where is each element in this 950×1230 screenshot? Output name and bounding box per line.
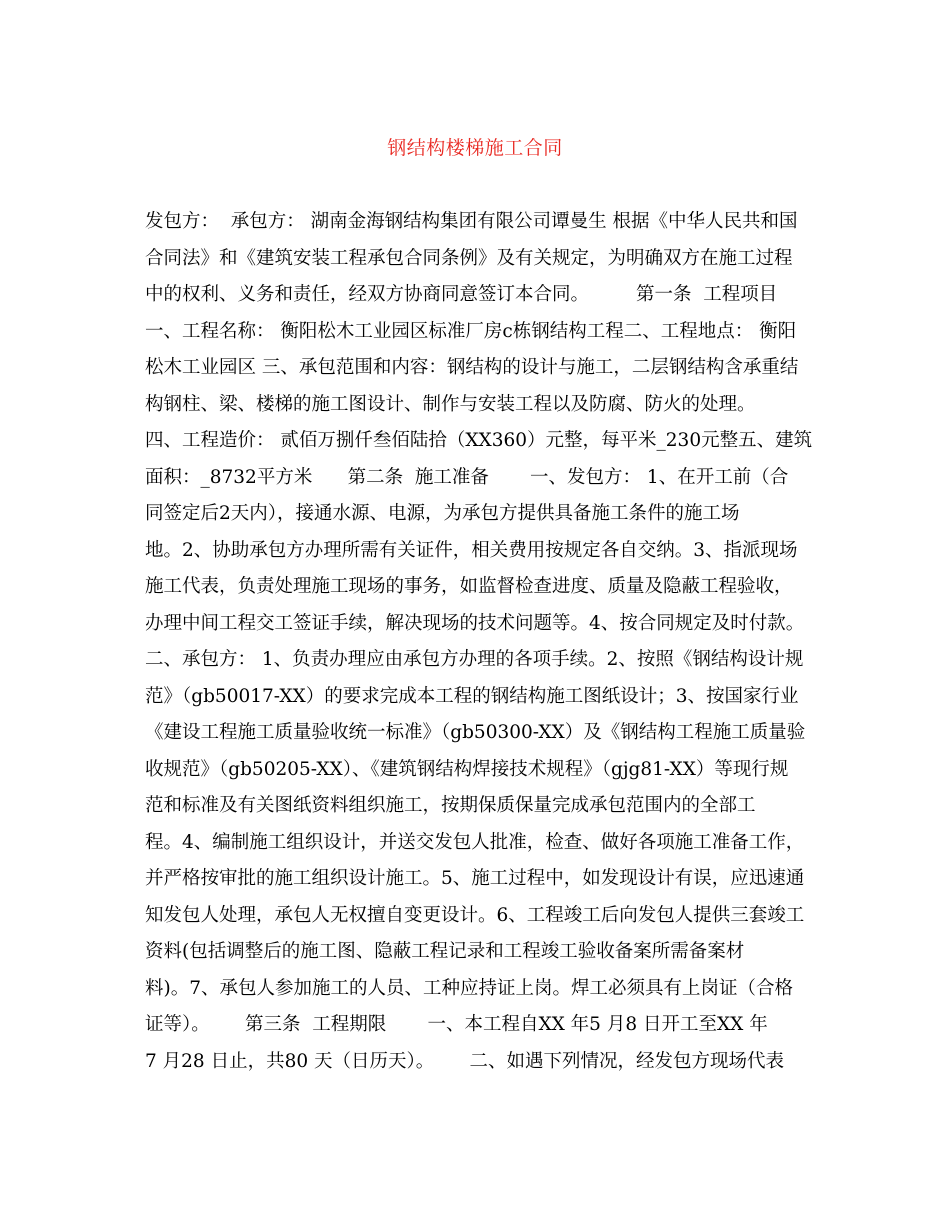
body-line: 资料(包括调整后的施工图、隐蔽工程记录和工程竣工验收备案所需备案材: [145, 941, 745, 962]
body-line: 松木工业园区 三、承包范围和内容：钢结构的设计与施工，二层钢结构含承重结: [145, 357, 799, 378]
body-line: 范和标准及有关图纸资料组织施工，按期保质保量完成承包范围内的全部工: [145, 795, 756, 816]
body-line: 《建设工程施工质量验收统一标准》（gb50300-XX）及《钢结构工程施工质量验: [145, 722, 806, 743]
body-line: 面积：_8732平方米 第二条 施工准备 一、发包方： 1、在开工前（合: [145, 466, 789, 488]
document-body: [145, 204, 815, 1080]
body-line: 同签定后2天内），接通水源、电源，为承包方提供具备施工条件的施工场: [145, 503, 740, 524]
body-line: 一、工程名称： 衡阳松木工业园区标准厂房c栋钢结构工程二、工程地点： 衡阳: [145, 320, 797, 342]
body-line: 二、承包方： 1、负责办理应由承包方办理的各项手续。2、按照《钢结构设计规: [145, 649, 804, 670]
body-line: 地。2、协助承包方办理所需有关证件，相关费用按规定各自交纳。3、指派现场: [145, 539, 798, 561]
body-line: 施工代表，负责处理施工现场的事务，如监督检查进度、质量及隐蔽工程验收，: [145, 576, 793, 597]
body-line: 中的权利、义务和责任，经双方协商同意签订本合同。 第一条 工程项目: [145, 284, 778, 305]
body-line: 知发包人处理，承包人无权擅自变更设计。6、工程竣工后向发包人提供三套竣工: [145, 904, 805, 926]
body-line: 程。4、编制施工组织设计，并送交发包人批准，检查、做好各项施工准备工作，: [145, 831, 805, 853]
body-line: 范》（gb50017-XX）的要求完成本工程的钢结构施工图纸设计；3、按国家行业: [145, 685, 799, 707]
body-line: 构钢柱、梁、楼梯的施工图设计、制作与安装工程以及防腐、防火的处理。: [145, 393, 756, 415]
body-line: 发包方： 承包方： 湖南金海钢结构集团有限公司谭曼生 根据《中华人民共和国: [145, 211, 798, 232]
body-line: 证等）。 第三条 工程期限 一、本工程自XX 年5 月8 日开工至XX 年: [145, 1014, 768, 1035]
body-line: 四、工程造价： 贰佰万捌仟叁佰陆拾（XX360）元整，每平米_230元整五、建筑: [145, 430, 813, 451]
body-line: 料)。7、承包人参加施工的人员、工种应持证上岗。焊工必须具有上岗证（合格: [145, 977, 793, 999]
body-line: 办理中间工程交工签证手续，解决现场的技术问题等。4、按合同规定及时付款。: [145, 612, 805, 634]
body-line: 收规范》（gb50205-XX）、《建筑钢结构焊接技术规程》（gjg81-XX）等现行规: [145, 758, 789, 780]
body-line: 7 月28 日止，共80 天（日历天）。 二、如遇下列情况，经发包方现场代表: [145, 1050, 785, 1072]
body-line: 并严格按审批的施工组织设计施工。5、施工过程中，如发现设计有误，应迅速通: [145, 868, 805, 889]
body-line: 合同法》和《建筑安装工程承包合同条例》及有关规定，为明确双方在施工过程: [145, 247, 793, 269]
document-title: 钢结构楼梯施工合同: [387, 137, 563, 159]
